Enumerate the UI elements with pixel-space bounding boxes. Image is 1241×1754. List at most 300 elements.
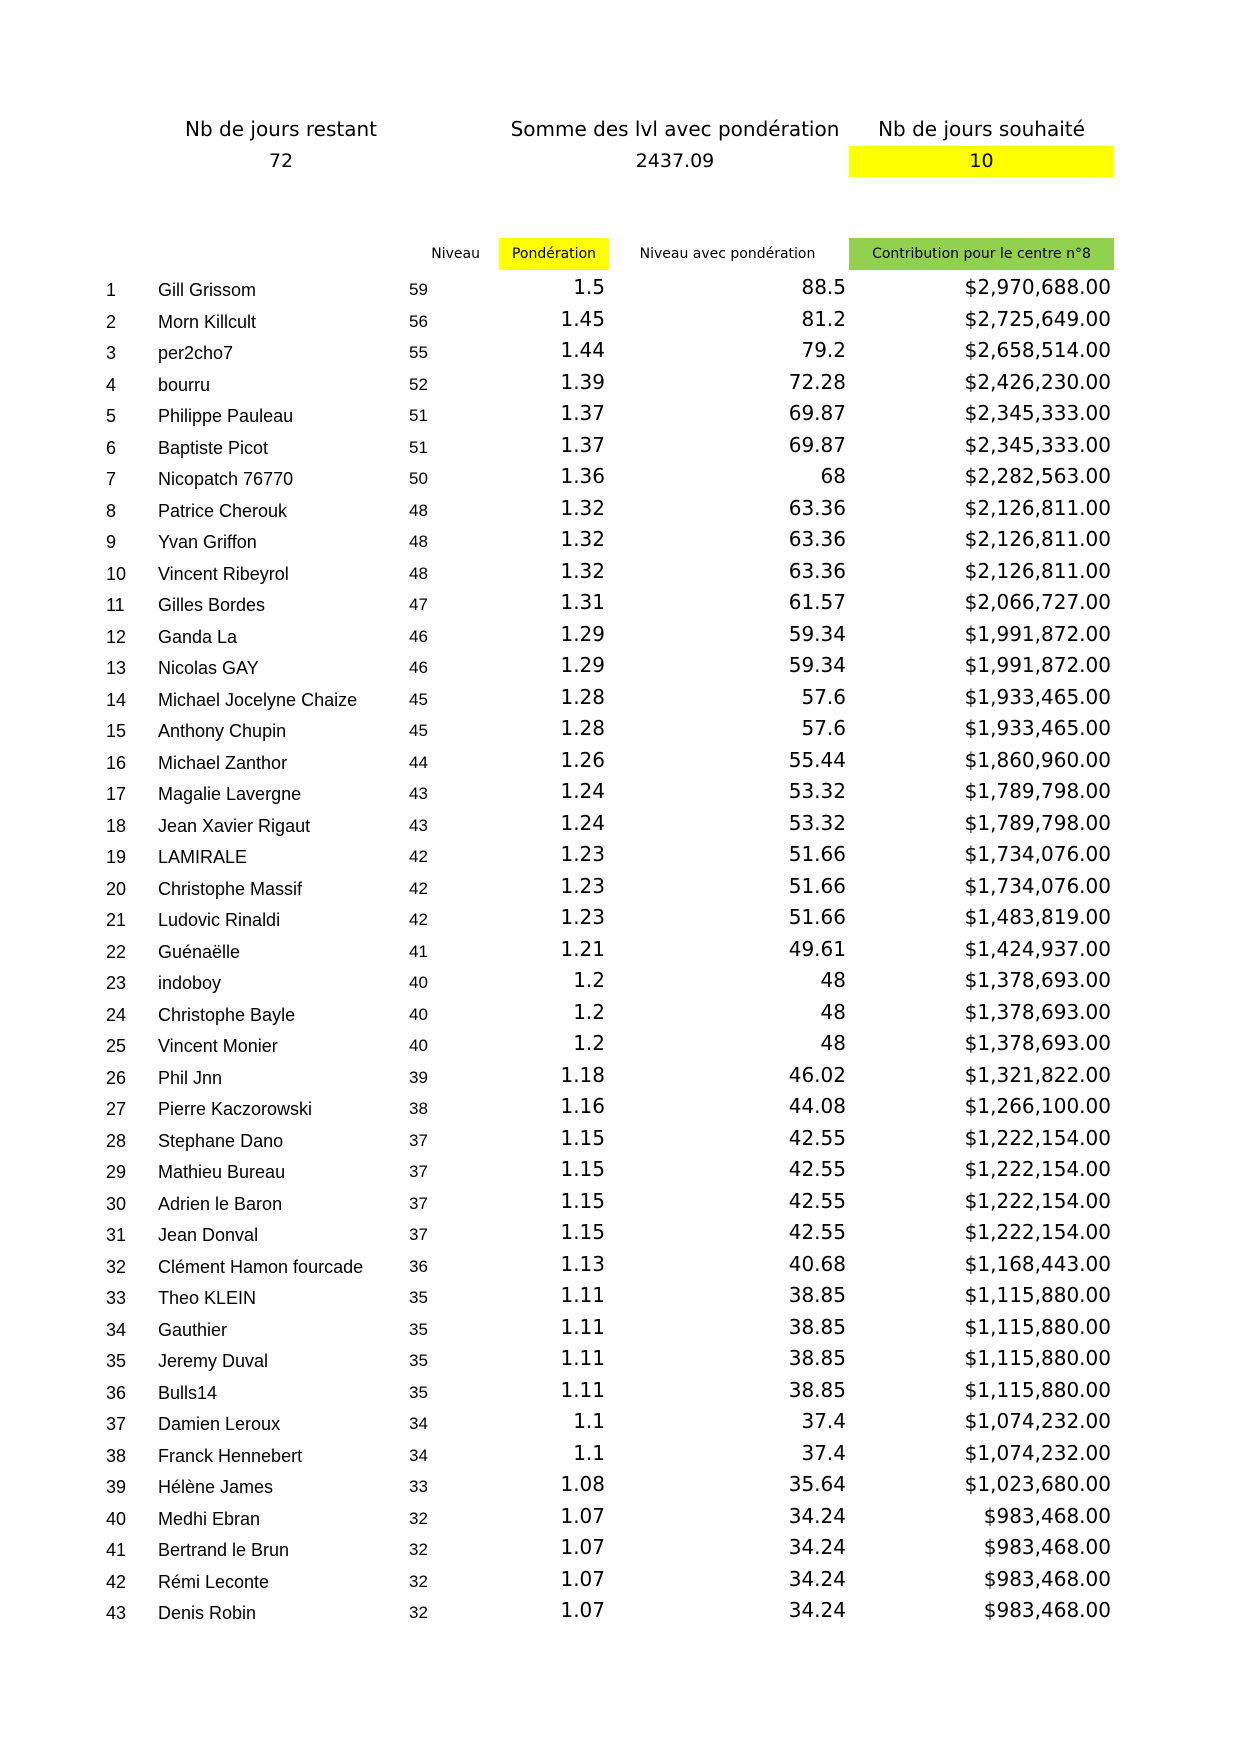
contribution-cell[interactable]: $983,468.00: [983, 1598, 1111, 1622]
ponderation-cell[interactable]: 1.15: [560, 1220, 605, 1244]
niveau-cell[interactable]: 50: [409, 469, 428, 488]
ponderation-cell[interactable]: 1.23: [560, 842, 605, 866]
niveau-pondere-cell[interactable]: 34.24: [788, 1503, 846, 1528]
ponderation-cell[interactable]: 1.32: [560, 558, 605, 583]
contribution-cell[interactable]: $2,126,811.00: [964, 527, 1111, 551]
name-cell[interactable]: Morn Killcult: [158, 311, 257, 332]
niveau-cell[interactable]: 48: [409, 532, 428, 551]
ponderation-cell[interactable]: 1.21: [560, 936, 605, 961]
weighted-sum-value[interactable]: 2437.09: [635, 150, 715, 172]
summary-block: [0, 112, 1241, 182]
rank-cell[interactable]: 22: [106, 941, 127, 962]
niveau-cell[interactable]: 33: [409, 1477, 428, 1496]
name-cell[interactable]: Christophe Massif: [158, 878, 303, 899]
niveau-cell[interactable]: 34: [409, 1445, 428, 1465]
niveau-pondere-cell[interactable]: 59.34: [788, 621, 846, 646]
contribution-cell[interactable]: $1,860,960.00: [964, 747, 1111, 772]
rank-cell[interactable]: 8: [106, 500, 117, 521]
contribution-cell[interactable]: $983,468.00: [983, 1535, 1111, 1559]
table-row: [0, 1406, 1241, 1438]
contribution-cell[interactable]: $2,426,230.00: [964, 369, 1111, 394]
name-cell[interactable]: Yvan Griffon: [158, 532, 257, 552]
days-wanted-label: Nb de jours souhaité: [878, 117, 1085, 141]
table-row: [0, 997, 1241, 1029]
niveau-pondere-cell[interactable]: 48: [820, 1031, 846, 1055]
contribution-cell[interactable]: $1,321,822.00: [964, 1062, 1111, 1087]
niveau-cell[interactable]: 46: [409, 626, 428, 646]
contribution-cell[interactable]: $1,991,872.00: [964, 621, 1111, 646]
name-cell[interactable]: Pierre Kaczorowski: [158, 1099, 313, 1119]
ponderation-cell[interactable]: 1.07: [560, 1598, 605, 1622]
table-row: [0, 430, 1241, 462]
days-wanted-value[interactable]: 10: [849, 146, 1114, 177]
table-row: [0, 965, 1241, 997]
niveau-cell[interactable]: 48: [409, 563, 428, 583]
contribution-cell[interactable]: $2,282,563.00: [964, 464, 1111, 488]
table-row: [0, 1469, 1241, 1501]
ponderation-cell[interactable]: 1.29: [560, 653, 605, 677]
ponderation-cell[interactable]: 1.2: [573, 968, 605, 992]
niveau-cell[interactable]: 37: [409, 1130, 428, 1150]
table-row: [0, 650, 1241, 682]
niveau-cell[interactable]: 44: [409, 752, 428, 772]
name-cell[interactable]: Michael Zanthor: [158, 752, 288, 773]
rank-cell[interactable]: 15: [106, 721, 127, 741]
niveau-cell[interactable]: 52: [409, 374, 428, 394]
ponderation-cell[interactable]: 1.2: [573, 1031, 605, 1055]
contribution-cell[interactable]: $1,222,154.00: [964, 1125, 1111, 1150]
ponderation-cell[interactable]: 1.29: [560, 621, 605, 646]
niveau-cell[interactable]: 43: [409, 815, 428, 835]
niveau-cell[interactable]: 59: [409, 280, 428, 299]
rank-cell[interactable]: 25: [106, 1036, 127, 1056]
niveau-pondere-cell[interactable]: 57.6: [801, 716, 846, 740]
table-row: [0, 1028, 1241, 1060]
niveau-cell[interactable]: 51: [409, 437, 428, 457]
name-cell[interactable]: bourru: [158, 374, 211, 395]
name-cell[interactable]: Jean Xavier Rigaut: [158, 815, 311, 836]
niveau-pondere-cell[interactable]: 72.28: [788, 369, 846, 394]
contribution-cell[interactable]: $1,222,154.00: [964, 1220, 1111, 1244]
niveau-pondere-cell[interactable]: 59.34: [788, 653, 846, 677]
name-cell[interactable]: Bulls14: [158, 1382, 218, 1403]
days-remaining: [165, 112, 397, 177]
niveau-cell[interactable]: 42: [409, 878, 428, 898]
contribution-cell[interactable]: $983,468.00: [983, 1566, 1111, 1591]
rank-cell[interactable]: 34: [106, 1319, 127, 1340]
niveau-cell[interactable]: 40: [409, 1004, 428, 1024]
contribution-cell[interactable]: $2,970,688.00: [964, 275, 1111, 299]
rank-cell[interactable]: 12: [106, 626, 127, 647]
contribution-cell[interactable]: $1,789,798.00: [964, 779, 1111, 803]
name-cell[interactable]: Ludovic Rinaldi: [158, 910, 281, 930]
niveau-cell[interactable]: 37: [409, 1162, 428, 1181]
table-row: [0, 524, 1241, 556]
name-cell[interactable]: Nicolas GAY: [158, 658, 259, 678]
niveau-cell[interactable]: 32: [409, 1508, 428, 1528]
table-row: [0, 776, 1241, 808]
ponderation-cell[interactable]: 1.16: [560, 1094, 605, 1118]
contribution-cell[interactable]: $1,074,232.00: [964, 1409, 1111, 1433]
ponderation-cell[interactable]: 1.32: [560, 527, 605, 551]
rank-cell[interactable]: 27: [106, 1099, 127, 1119]
table-row: [0, 1123, 1241, 1155]
ponderation-cell[interactable]: 1.5: [573, 275, 605, 299]
contribution-cell[interactable]: $1,378,693.00: [964, 1031, 1111, 1055]
niveau-pondere-cell[interactable]: 69.87: [788, 432, 846, 457]
niveau-cell[interactable]: 45: [409, 689, 428, 709]
niveau-pondere-cell[interactable]: 44.08: [788, 1094, 846, 1118]
ponderation-cell[interactable]: 1.24: [560, 779, 605, 803]
niveau-pondere-cell[interactable]: 63.36: [788, 495, 846, 520]
ponderation-cell[interactable]: 1.26: [560, 747, 605, 772]
rank-cell[interactable]: 33: [106, 1288, 127, 1308]
name-cell[interactable]: Nicopatch 76770: [158, 469, 294, 489]
name-cell[interactable]: Gilles Bordes: [158, 595, 266, 615]
rank-cell[interactable]: 19: [106, 847, 127, 867]
niveau-pondere-cell[interactable]: 38.85: [788, 1346, 846, 1370]
contribution-cell[interactable]: $1,023,680.00: [964, 1472, 1111, 1496]
rank-cell[interactable]: 21: [106, 910, 127, 930]
contribution-cell[interactable]: $1,991,872.00: [964, 653, 1111, 677]
niveau-cell[interactable]: 45: [409, 721, 428, 740]
niveau-cell[interactable]: 39: [409, 1067, 428, 1087]
name-cell[interactable]: Christophe Bayle: [158, 1004, 296, 1025]
contribution-cell[interactable]: $1,734,076.00: [964, 873, 1111, 898]
niveau-pondere-cell[interactable]: 38.85: [788, 1377, 846, 1402]
niveau-pondere-cell[interactable]: 53.32: [788, 779, 846, 803]
rank-cell[interactable]: 17: [106, 784, 127, 804]
contribution-cell[interactable]: $1,734,076.00: [964, 842, 1111, 866]
contribution-cell[interactable]: $1,483,819.00: [964, 905, 1111, 929]
contribution-cell[interactable]: $1,222,154.00: [964, 1188, 1111, 1213]
ponderation-cell[interactable]: 1.23: [560, 905, 605, 929]
rank-cell[interactable]: 9: [106, 532, 117, 552]
rank-cell[interactable]: 30: [106, 1193, 127, 1214]
niveau-cell[interactable]: 51: [409, 406, 428, 425]
contribution-cell[interactable]: $1,789,798.00: [964, 810, 1111, 835]
weighted-sum-label: Somme des lvl avec pondération: [510, 117, 840, 141]
name-cell[interactable]: Stephane Dano: [158, 1130, 284, 1151]
niveau-pondere-cell[interactable]: 34.24: [788, 1535, 846, 1559]
ponderation-cell[interactable]: 1.36: [560, 464, 605, 488]
rank-cell[interactable]: 3: [106, 343, 117, 363]
contribution-cell[interactable]: $983,468.00: [983, 1503, 1111, 1528]
name-cell[interactable]: Baptiste Picot: [158, 437, 269, 458]
name-cell[interactable]: Vincent Monier: [158, 1036, 278, 1056]
name-cell[interactable]: Clément Hamon fourcade: [158, 1256, 364, 1277]
niveau-cell[interactable]: 47: [409, 595, 428, 614]
table-row: [0, 619, 1241, 651]
ponderation-cell[interactable]: 1.18: [560, 1062, 605, 1087]
name-cell[interactable]: Jeremy Duval: [158, 1351, 269, 1371]
name-cell[interactable]: Gauthier: [158, 1319, 228, 1340]
name-cell[interactable]: indoboy: [158, 973, 222, 993]
ponderation-cell[interactable]: 1.11: [560, 1314, 605, 1339]
ponderation-cell[interactable]: 1.24: [560, 810, 605, 835]
rank-cell[interactable]: 37: [106, 1414, 127, 1434]
niveau-cell[interactable]: 35: [409, 1382, 428, 1402]
niveau-cell[interactable]: 37: [409, 1193, 428, 1213]
player-table: [0, 272, 1241, 1627]
table-row: [0, 398, 1241, 430]
contribution-cell[interactable]: $2,725,649.00: [964, 306, 1111, 331]
table-row: [0, 1595, 1241, 1627]
contribution-cell[interactable]: $1,933,465.00: [964, 684, 1111, 709]
rank-cell[interactable]: 11: [106, 595, 125, 615]
niveau-pondere-cell[interactable]: 49.61: [788, 936, 846, 961]
contribution-cell[interactable]: $2,345,333.00: [964, 401, 1111, 425]
rank-cell[interactable]: 13: [106, 658, 127, 678]
days-remaining-label: Nb de jours restant: [185, 117, 377, 141]
name-cell[interactable]: Theo KLEIN: [158, 1288, 257, 1308]
ponderation-cell[interactable]: 1.07: [560, 1566, 605, 1591]
niveau-cell[interactable]: 38: [409, 1099, 428, 1118]
niveau-cell[interactable]: 42: [409, 847, 428, 866]
niveau-cell[interactable]: 42: [409, 910, 428, 929]
contribution-cell[interactable]: $2,126,811.00: [964, 558, 1111, 583]
rank-cell[interactable]: 24: [106, 1004, 127, 1025]
niveau-cell[interactable]: 34: [409, 1414, 428, 1433]
ponderation-cell[interactable]: 1.07: [560, 1535, 605, 1559]
niveau-pondere-cell[interactable]: 46.02: [788, 1062, 846, 1087]
rank-cell[interactable]: 6: [106, 437, 117, 458]
header-niveau[interactable]: Niveau: [431, 246, 480, 262]
niveau-pondere-cell[interactable]: 57.6: [801, 684, 846, 709]
table-row: [0, 808, 1241, 840]
rank-cell[interactable]: 18: [106, 815, 127, 836]
contribution-cell[interactable]: $1,378,693.00: [964, 999, 1111, 1024]
rank-cell[interactable]: 10: [106, 563, 127, 584]
ponderation-cell[interactable]: 1.15: [560, 1188, 605, 1213]
table-row: [0, 1091, 1241, 1123]
rank-cell[interactable]: 4: [106, 374, 117, 395]
name-cell[interactable]: Gill Grissom: [158, 280, 256, 300]
ponderation-cell[interactable]: 1.11: [560, 1283, 605, 1307]
niveau-pondere-cell[interactable]: 61.57: [788, 590, 846, 614]
niveau-pondere-cell[interactable]: 69.87: [788, 401, 846, 425]
contribution-cell[interactable]: $1,222,154.00: [964, 1157, 1111, 1181]
table-row: [0, 1532, 1241, 1564]
table-row: [0, 839, 1241, 871]
header-ponderation[interactable]: Pondération: [499, 238, 609, 270]
name-cell[interactable]: Mathieu Bureau: [158, 1162, 286, 1182]
name-cell[interactable]: Hélène James: [158, 1477, 274, 1497]
name-cell[interactable]: Jean Donval: [158, 1225, 259, 1245]
days-remaining-value[interactable]: 72: [268, 150, 294, 172]
rank-cell[interactable]: 39: [106, 1477, 127, 1497]
contribution-cell[interactable]: $1,074,232.00: [964, 1440, 1111, 1465]
name-cell[interactable]: Vincent Ribeyrol: [158, 563, 289, 584]
niveau-pondere-cell[interactable]: 42.55: [788, 1157, 846, 1181]
rank-cell[interactable]: 7: [106, 469, 117, 489]
contribution-cell[interactable]: $2,658,514.00: [964, 338, 1111, 362]
niveau-cell[interactable]: 36: [409, 1256, 428, 1276]
niveau-pondere-cell[interactable]: 38.85: [788, 1283, 846, 1307]
niveau-cell[interactable]: 41: [409, 941, 428, 961]
ponderation-cell[interactable]: 1.08: [560, 1472, 605, 1496]
niveau-cell[interactable]: 32: [409, 1603, 428, 1622]
niveau-pondere-cell[interactable]: 63.36: [788, 558, 846, 583]
table-row: [0, 871, 1241, 903]
niveau-pondere-cell[interactable]: 35.64: [788, 1472, 846, 1496]
rank-cell[interactable]: 31: [106, 1225, 127, 1245]
contribution-cell[interactable]: $1,933,465.00: [964, 716, 1111, 740]
ponderation-cell[interactable]: 1.44: [560, 338, 605, 362]
rank-cell[interactable]: 35: [106, 1351, 127, 1371]
niveau-pondere-cell[interactable]: 34.24: [788, 1598, 846, 1622]
niveau-pondere-cell[interactable]: 42.55: [788, 1188, 846, 1213]
name-cell[interactable]: Guénaëlle: [158, 941, 241, 962]
name-cell[interactable]: Medhi Ebran: [158, 1508, 261, 1529]
rank-cell[interactable]: 43: [106, 1603, 127, 1623]
rank-cell[interactable]: 40: [106, 1508, 127, 1529]
name-cell[interactable]: Magalie Lavergne: [158, 784, 302, 804]
rank-cell[interactable]: 16: [106, 752, 127, 773]
niveau-cell[interactable]: 32: [409, 1571, 428, 1591]
table-row: [0, 902, 1241, 934]
table-row: [0, 1060, 1241, 1092]
niveau-pondere-cell[interactable]: 51.66: [788, 842, 846, 866]
niveau-cell[interactable]: 35: [409, 1351, 428, 1370]
name-cell[interactable]: Damien Leroux: [158, 1414, 281, 1434]
contribution-cell[interactable]: $1,168,443.00: [964, 1251, 1111, 1276]
niveau-cell[interactable]: 35: [409, 1319, 428, 1339]
ponderation-cell[interactable]: 1.15: [560, 1125, 605, 1150]
contribution-cell[interactable]: $1,115,880.00: [964, 1314, 1111, 1339]
contribution-cell[interactable]: $1,266,100.00: [964, 1094, 1111, 1118]
rank-cell[interactable]: 42: [106, 1571, 127, 1592]
contribution-cell[interactable]: $2,126,811.00: [964, 495, 1111, 520]
rank-cell[interactable]: 5: [106, 406, 117, 426]
niveau-pondere-cell[interactable]: 79.2: [801, 338, 846, 362]
rank-cell[interactable]: 32: [106, 1256, 127, 1277]
niveau-cell[interactable]: 43: [409, 784, 428, 803]
name-cell[interactable]: Patrice Cherouk: [158, 500, 288, 521]
niveau-cell[interactable]: 55: [409, 343, 428, 362]
rank-cell[interactable]: 38: [106, 1445, 127, 1466]
ponderation-cell[interactable]: 1.37: [560, 401, 605, 425]
ponderation-cell[interactable]: 1.1: [573, 1440, 605, 1465]
niveau-cell[interactable]: 37: [409, 1225, 428, 1244]
name-cell[interactable]: Franck Hennebert: [158, 1445, 303, 1466]
table-row: [0, 745, 1241, 777]
niveau-pondere-cell[interactable]: 51.66: [788, 873, 846, 898]
table-row: [0, 1280, 1241, 1312]
contribution-cell[interactable]: $2,066,727.00: [964, 590, 1111, 614]
niveau-pondere-cell[interactable]: 51.66: [788, 905, 846, 929]
table-row: [0, 272, 1241, 304]
contribution-cell[interactable]: $2,345,333.00: [964, 432, 1111, 457]
niveau-cell[interactable]: 32: [409, 1540, 428, 1559]
ponderation-cell[interactable]: 1.13: [560, 1251, 605, 1276]
niveau-pondere-cell[interactable]: 38.85: [788, 1314, 846, 1339]
contribution-cell[interactable]: $1,378,693.00: [964, 968, 1111, 992]
niveau-cell[interactable]: 40: [409, 973, 428, 992]
niveau-cell[interactable]: 48: [409, 500, 428, 520]
niveau-pondere-cell[interactable]: 34.24: [788, 1566, 846, 1591]
days-wanted: [849, 112, 1114, 177]
table-row: [0, 1186, 1241, 1218]
ponderation-cell[interactable]: 1.31: [560, 590, 605, 614]
name-cell[interactable]: Rémi Leconte: [158, 1571, 270, 1592]
ponderation-cell[interactable]: 1.37: [560, 432, 605, 457]
ponderation-cell[interactable]: 1.32: [560, 495, 605, 520]
niveau-pondere-cell[interactable]: 48: [820, 999, 846, 1024]
niveau-pondere-cell[interactable]: 40.68: [788, 1251, 846, 1276]
contribution-cell[interactable]: $1,115,880.00: [964, 1346, 1111, 1370]
header-niveau-pondere[interactable]: Niveau avec pondération: [639, 246, 816, 262]
rank-cell[interactable]: 14: [106, 689, 127, 710]
ponderation-cell[interactable]: 1.15: [560, 1157, 605, 1181]
ponderation-cell[interactable]: 1.28: [560, 684, 605, 709]
name-cell[interactable]: per2cho7: [158, 343, 234, 363]
rank-cell[interactable]: 28: [106, 1130, 127, 1151]
name-cell[interactable]: Bertrand le Brun: [158, 1540, 290, 1560]
rank-cell[interactable]: 2: [106, 311, 117, 332]
ponderation-cell[interactable]: 1.23: [560, 873, 605, 898]
rank-cell[interactable]: 1: [106, 280, 117, 300]
name-cell[interactable]: Adrien le Baron: [158, 1193, 283, 1214]
ponderation-cell[interactable]: 1.2: [573, 999, 605, 1024]
rank-cell[interactable]: 23: [106, 973, 127, 993]
niveau-cell[interactable]: 46: [409, 658, 428, 677]
ponderation-cell[interactable]: 1.11: [560, 1346, 605, 1370]
name-cell[interactable]: Philippe Pauleau: [158, 406, 294, 426]
name-cell[interactable]: LAMIRALE: [158, 847, 248, 867]
header-contribution[interactable]: Contribution pour le centre n°8: [849, 238, 1114, 270]
name-cell[interactable]: Ganda La: [158, 626, 238, 647]
rank-cell[interactable]: 36: [106, 1382, 127, 1403]
name-cell[interactable]: Denis Robin: [158, 1603, 257, 1623]
contribution-cell[interactable]: $1,115,880.00: [964, 1283, 1111, 1307]
niveau-pondere-cell[interactable]: 63.36: [788, 527, 846, 551]
rank-cell[interactable]: 41: [106, 1540, 127, 1560]
rank-cell[interactable]: 29: [106, 1162, 127, 1182]
niveau-pondere-cell[interactable]: 55.44: [788, 747, 846, 772]
table-row: [0, 1154, 1241, 1186]
contribution-cell[interactable]: $1,115,880.00: [964, 1377, 1111, 1402]
niveau-pondere-cell[interactable]: 37.4: [801, 1409, 846, 1433]
table-row: [0, 1343, 1241, 1375]
name-cell[interactable]: Phil Jnn: [158, 1067, 223, 1088]
ponderation-cell[interactable]: 1.39: [560, 369, 605, 394]
niveau-cell[interactable]: 40: [409, 1036, 428, 1055]
niveau-cell[interactable]: 35: [409, 1288, 428, 1307]
contribution-cell[interactable]: $1,424,937.00: [964, 936, 1111, 961]
name-cell[interactable]: Anthony Chupin: [158, 721, 287, 741]
ponderation-cell[interactable]: 1.11: [560, 1377, 605, 1402]
table-row: [0, 461, 1241, 493]
name-cell[interactable]: Michael Jocelyne Chaize: [158, 689, 358, 710]
niveau-pondere-cell[interactable]: 68: [820, 464, 846, 488]
ponderation-cell[interactable]: 1.07: [560, 1503, 605, 1528]
niveau-pondere-cell[interactable]: 81.2: [801, 306, 846, 331]
niveau-pondere-cell[interactable]: 48: [820, 968, 846, 992]
niveau-pondere-cell[interactable]: 37.4: [801, 1440, 846, 1465]
ponderation-cell[interactable]: 1.28: [560, 716, 605, 740]
table-row: [0, 1564, 1241, 1596]
rank-cell[interactable]: 20: [106, 878, 127, 899]
rank-cell[interactable]: 26: [106, 1067, 127, 1088]
niveau-pondere-cell[interactable]: 88.5: [801, 275, 846, 299]
ponderation-cell[interactable]: 1.45: [560, 306, 605, 331]
niveau-pondere-cell[interactable]: 42.55: [788, 1125, 846, 1150]
niveau-pondere-cell[interactable]: 53.32: [788, 810, 846, 835]
niveau-cell[interactable]: 56: [409, 311, 428, 331]
niveau-pondere-cell[interactable]: 42.55: [788, 1220, 846, 1244]
ponderation-cell[interactable]: 1.1: [573, 1409, 605, 1433]
